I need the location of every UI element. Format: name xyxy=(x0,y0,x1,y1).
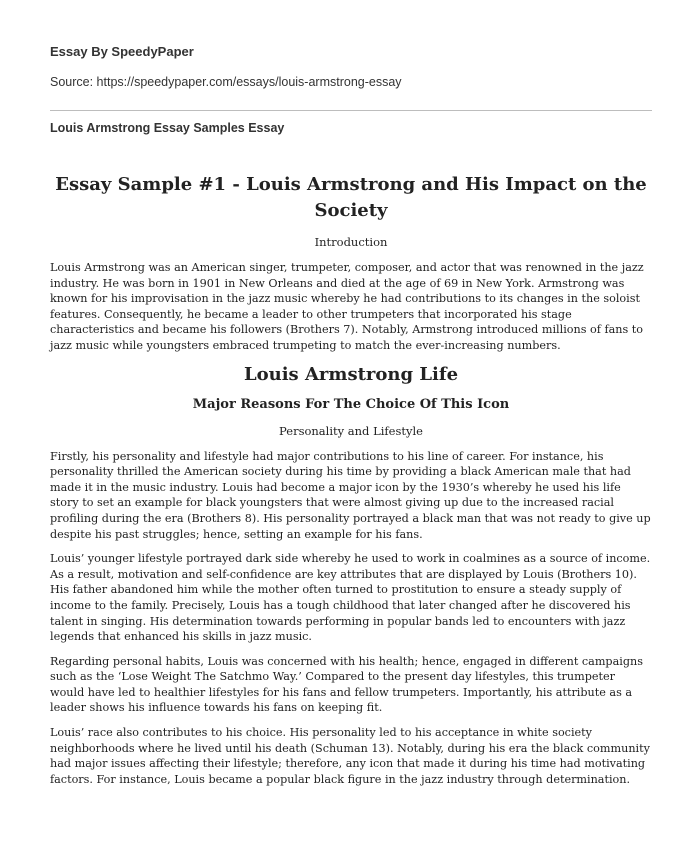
header-divider xyxy=(50,110,652,111)
body-paragraph: Louis’ younger lifestyle portrayed dark side whereby he used to work in coalmines as a source of income. As a result, motivation and self-confidence are key attributes that are displayed by Louis (Brothers 10). His father abandoned him while the mother often turned to prostitution to ensure a steady supply of income to the family. Precisely, Louis has a tough childhood that later changed after he discovered his talent in singing. His determination towards performing in popular bands led to encounters with jazz legends that enhanced his skills in jazz music. xyxy=(50,552,651,644)
body-paragraph: Louis’ race also contributes to his choice. His personality led to his acceptance in white society neighborhoods where he lived until his death (Schuman 13). Notably, during his era the black community had major issues affecting their lifestyle; therefore, any icon that made it during his time had motivating factors. For instance, Louis became a popular black figure in the jazz industry through determination. xyxy=(50,726,650,786)
essay-title: Essay Sample #1 - Louis Armstrong and His Impact on the Society xyxy=(55,174,647,221)
body-paragraph: Firstly, his personality and lifestyle had major contributions to his line of career. For instance, his personality thrilled the American society during his time by providing a black American male that had made it in the music industry. Louis had become a major icon by the 1930’s whereby he used his life story to set an example for black youngsters that were almost giving up due to the increased racial profiling during the era (Brothers 8). His personality portrayed a black man that was not ready to give up despite his past struggles; hence, setting an example for his fans. xyxy=(50,449,651,541)
essay-label: Louis Armstrong Essay Samples Essay xyxy=(50,121,285,135)
essay-body xyxy=(50,172,652,796)
intro-heading: Introduction xyxy=(314,235,388,249)
sub-heading: Major Reasons For The Choice Of This Icon xyxy=(192,396,510,412)
brand-header: Essay By SpeedyPaper xyxy=(50,44,194,59)
section-heading: Louis Armstrong Life xyxy=(243,363,459,385)
sub-sub-heading: Personality and Lifestyle xyxy=(279,423,423,438)
source-line: Source: https://speedypaper.com/essays/louis-armstrong-essay xyxy=(50,75,402,89)
intro-paragraph: Louis Armstrong was an American singer, trumpeter, composer, and actor that was renowned in the jazz industry. He was born in 1901 in New Orleans and died at the age of 69 in New York. Armstrong was known for his improvisation in the jazz music whereby he had contributions to its changes in the soloist features. Consequently, he became a leader to other trumpeters that incorporated his stage characteristics and became his followers (Brothers 7). Notably, Armstrong introduced millions of fans to jazz music while youngsters embraced trumpeting to match the ever-increasing numbers. xyxy=(50,261,644,352)
body-paragraph: Regarding personal habits, Louis was concerned with his health; hence, engaged in different campaigns such as the ‘Lose Weight The Satchmo Way.’ Compared to the present day lifestyles, this trumpeter would have led to healthier lifestyles for his fans and fellow trumpeters. Importantly, his attribute as a leader shows his influence towards his fans on keeping fit. xyxy=(50,654,643,715)
